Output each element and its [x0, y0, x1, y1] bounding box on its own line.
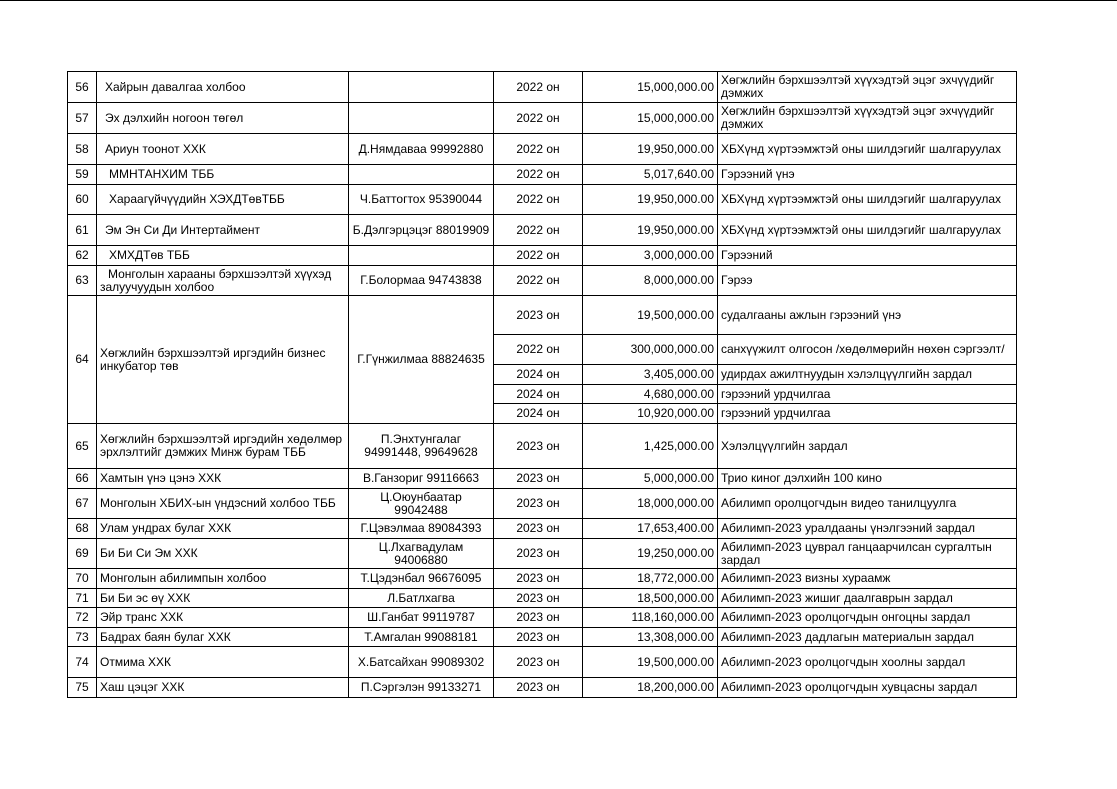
table-row — [68, 103, 1017, 134]
row-number: 70 — [68, 569, 97, 589]
contact-person: Х.Батсайхан 99089302 — [349, 647, 494, 678]
description: Трио киног дэлхийн 100 кино — [718, 469, 1017, 489]
description: санхүүжилт олгосон /хөдөлмөрийн нөхөн сэргээлт/ — [718, 335, 1017, 365]
contact-person: Т.Амгалан 99088181 — [349, 628, 494, 647]
year: 2022 он — [494, 103, 583, 134]
amount: 3,000,000.00 — [583, 246, 718, 266]
table-row — [68, 165, 1017, 185]
row-number: 57 — [68, 103, 97, 134]
description: Абилимп-2023 дадлагын материалын зардал — [718, 628, 1017, 647]
row-number: 67 — [68, 489, 97, 519]
year: 2022 он — [494, 335, 583, 365]
table-row — [68, 539, 1017, 569]
contact-person: Г.Цэвэлмаа 89084393 — [349, 519, 494, 539]
year: 2024 он — [494, 404, 583, 424]
year: 2023 он — [494, 424, 583, 469]
table-row — [68, 647, 1017, 678]
contact-person: Л.Батлхагва — [349, 589, 494, 608]
year: 2023 он — [494, 589, 583, 608]
description: Хөгжлийн бэрхшээлтэй хүүхэдтэй эцэг эхчүүдийг дэмжих — [718, 72, 1017, 103]
grants-table — [67, 71, 1017, 698]
description: Гэрээний үнэ — [718, 165, 1017, 185]
amount: 18,500,000.00 — [583, 589, 718, 608]
description: судалгааны ажлын гэрээний үнэ — [718, 296, 1017, 335]
year: 2023 он — [494, 519, 583, 539]
table-row — [68, 569, 1017, 589]
row-number: 73 — [68, 628, 97, 647]
contact-person: Г.Болормаа 94743838 — [349, 266, 494, 296]
description: Абилимп-2023 оролцогчдын хувцасны зардал — [718, 678, 1017, 698]
organization-name: Монголын харааны бэрхшээлтэй хүүхэд залуучуудын холбоо — [97, 266, 349, 296]
table-row — [68, 246, 1017, 266]
amount: 5,000,000.00 — [583, 469, 718, 489]
year: 2022 он — [494, 134, 583, 165]
row-number: 69 — [68, 539, 97, 569]
organization-name: ММНТАНХИМ ТББ — [97, 165, 349, 185]
row-number: 58 — [68, 134, 97, 165]
year: 2023 он — [494, 647, 583, 678]
contact-person: Ц.Лхагвадулам 94006880 — [349, 539, 494, 569]
year: 2023 он — [494, 628, 583, 647]
description: Абилимп-2023 оролцогчдын онгоцны зардал — [718, 608, 1017, 628]
amount: 10,920,000.00 — [583, 404, 718, 424]
contact-person: Д.Нямдаваа 99992880 — [349, 134, 494, 165]
amount: 300,000,000.00 — [583, 335, 718, 365]
organization-name: Би Би эс өү ХХК — [97, 589, 349, 608]
contact-person: П.Сэргэлэн 99133271 — [349, 678, 494, 698]
description: ХБХүнд хүртээмжтэй оны шилдэгийг шалгаруулах — [718, 134, 1017, 165]
organization-name: Ариун тоонот ХХК — [97, 134, 349, 165]
organization-name: Монголын абилимпын холбоо — [97, 569, 349, 589]
year: 2023 он — [494, 296, 583, 335]
description: Абилимп-2023 жишиг даалгаврын зардал — [718, 589, 1017, 608]
description: Абилимп оролцогчдын видео танилцуулга — [718, 489, 1017, 519]
row-number: 63 — [68, 266, 97, 296]
row-number: 68 — [68, 519, 97, 539]
table-row — [68, 608, 1017, 628]
row-number: 56 — [68, 72, 97, 103]
year: 2023 он — [494, 678, 583, 698]
amount: 18,000,000.00 — [583, 489, 718, 519]
contact-person: Б.Дэлгэрцэцэг 88019909 — [349, 215, 494, 246]
amount: 17,653,400.00 — [583, 519, 718, 539]
table-row — [68, 215, 1017, 246]
contact-person — [349, 72, 494, 103]
amount: 5,017,640.00 — [583, 165, 718, 185]
description: Абилимп-2023 оролцогчдын хоолны зардал — [718, 647, 1017, 678]
description: удирдах ажилтнуудын хэлэлцүүлгийн зардал — [718, 365, 1017, 385]
description: Абилимп-2023 визны хураамж — [718, 569, 1017, 589]
organization-name: Бадрах баян булаг ХХК — [97, 628, 349, 647]
year: 2022 он — [494, 165, 583, 185]
table-row — [68, 678, 1017, 698]
row-number: 61 — [68, 215, 97, 246]
organization-name: Хаш цэцэг ХХК — [97, 678, 349, 698]
year: 2022 он — [494, 215, 583, 246]
amount: 19,500,000.00 — [583, 647, 718, 678]
amount: 1,425,000.00 — [583, 424, 718, 469]
row-number: 66 — [68, 469, 97, 489]
organization-name: Эйр транс ХХК — [97, 608, 349, 628]
amount: 18,200,000.00 — [583, 678, 718, 698]
table-row — [68, 185, 1017, 215]
table-row — [68, 266, 1017, 296]
organization-name: Эх дэлхийн ногоон төгөл — [97, 103, 349, 134]
year: 2022 он — [494, 246, 583, 266]
amount: 118,160,000.00 — [583, 608, 718, 628]
amount: 18,772,000.00 — [583, 569, 718, 589]
year: 2023 он — [494, 608, 583, 628]
row-number: 71 — [68, 589, 97, 608]
organization-name: Монголын ХБИХ-ын үндэсний холбоо ТББ — [97, 489, 349, 519]
row-number: 75 — [68, 678, 97, 698]
description: Гэрээний — [718, 246, 1017, 266]
table-row — [68, 296, 1017, 335]
year: 2022 он — [494, 72, 583, 103]
amount: 8,000,000.00 — [583, 266, 718, 296]
contact-person — [349, 246, 494, 266]
organization-name: Хайрын давалгаа холбоо — [97, 72, 349, 103]
contact-person: Г.Гүнжилмаа 88824635 — [349, 296, 494, 424]
description: Абилимп-2023 уралдааны үнэлгээний зардал — [718, 519, 1017, 539]
table-row — [68, 72, 1017, 103]
description: гэрээний урдчилгаа — [718, 385, 1017, 404]
organization-name: Улам ундрах булаг ХХК — [97, 519, 349, 539]
table-row — [68, 628, 1017, 647]
amount: 15,000,000.00 — [583, 103, 718, 134]
year: 2022 он — [494, 266, 583, 296]
description: ХБХүнд хүртээмжтэй оны шилдэгийг шалгаруулах — [718, 215, 1017, 246]
amount: 19,950,000.00 — [583, 215, 718, 246]
contact-person — [349, 165, 494, 185]
amount: 15,000,000.00 — [583, 72, 718, 103]
organization-name: Хөгжлийн бэрхшээлтэй иргэдийн хөдөлмөр эрхлэлтийг дэмжих Минж бурам ТББ — [97, 424, 349, 469]
contact-person — [349, 103, 494, 134]
contact-person: Ш.Ганбат 99119787 — [349, 608, 494, 628]
row-number: 64 — [68, 296, 97, 424]
row-number: 59 — [68, 165, 97, 185]
top-border-line — [0, 0, 1117, 1]
row-number: 60 — [68, 185, 97, 215]
contact-person: Ц.Оюунбаатар 99042488 — [349, 489, 494, 519]
amount: 19,250,000.00 — [583, 539, 718, 569]
table-row — [68, 134, 1017, 165]
year: 2023 он — [494, 489, 583, 519]
organization-name: ХМХДТөв ТББ — [97, 246, 349, 266]
organization-name: Хөгжлийн бэрхшээлтэй иргэдийн бизнес инкубатор төв — [97, 296, 349, 424]
year: 2023 он — [494, 569, 583, 589]
row-number: 72 — [68, 608, 97, 628]
table-row — [68, 519, 1017, 539]
row-number: 65 — [68, 424, 97, 469]
amount: 19,950,000.00 — [583, 134, 718, 165]
organization-name: Би Би Си Эм ХХК — [97, 539, 349, 569]
amount: 4,680,000.00 — [583, 385, 718, 404]
contact-person: В.Ганзориг 99116663 — [349, 469, 494, 489]
amount: 19,500,000.00 — [583, 296, 718, 335]
amount: 3,405,000.00 — [583, 365, 718, 385]
table-row — [68, 489, 1017, 519]
year: 2023 он — [494, 469, 583, 489]
description: гэрээний урдчилгаа — [718, 404, 1017, 424]
table-row — [68, 424, 1017, 469]
organization-name: Хараагүйчүүдийн ХЭХДТөвТББ — [97, 185, 349, 215]
year: 2022 он — [494, 185, 583, 215]
table-row — [68, 469, 1017, 489]
contact-person: П.Энхтунгалаг 94991448, 99649628 — [349, 424, 494, 469]
description: Хэлэлцүүлгийн зардал — [718, 424, 1017, 469]
year: 2024 он — [494, 365, 583, 385]
amount: 19,950,000.00 — [583, 185, 718, 215]
organization-name: Хамтын үнэ цэнэ ХХК — [97, 469, 349, 489]
description: Хөгжлийн бэрхшээлтэй хүүхэдтэй эцэг эхчүүдийг дэмжих — [718, 103, 1017, 134]
contact-person: Т.Цэдэнбал 96676095 — [349, 569, 494, 589]
description: Абилимп-2023 цуврал ганцаарчилсан сургалтын зардал — [718, 539, 1017, 569]
contact-person: Ч.Баттогтох 95390044 — [349, 185, 494, 215]
year: 2023 он — [494, 539, 583, 569]
row-number: 74 — [68, 647, 97, 678]
description: Гэрээ — [718, 266, 1017, 296]
organization-name: Эм Эн Си Ди Интертаймент — [97, 215, 349, 246]
row-number: 62 — [68, 246, 97, 266]
amount: 13,308,000.00 — [583, 628, 718, 647]
year: 2024 он — [494, 385, 583, 404]
description: ХБХүнд хүртээмжтэй оны шилдэгийг шалгаруулах — [718, 185, 1017, 215]
table-row — [68, 589, 1017, 608]
organization-name: Отмима ХХК — [97, 647, 349, 678]
